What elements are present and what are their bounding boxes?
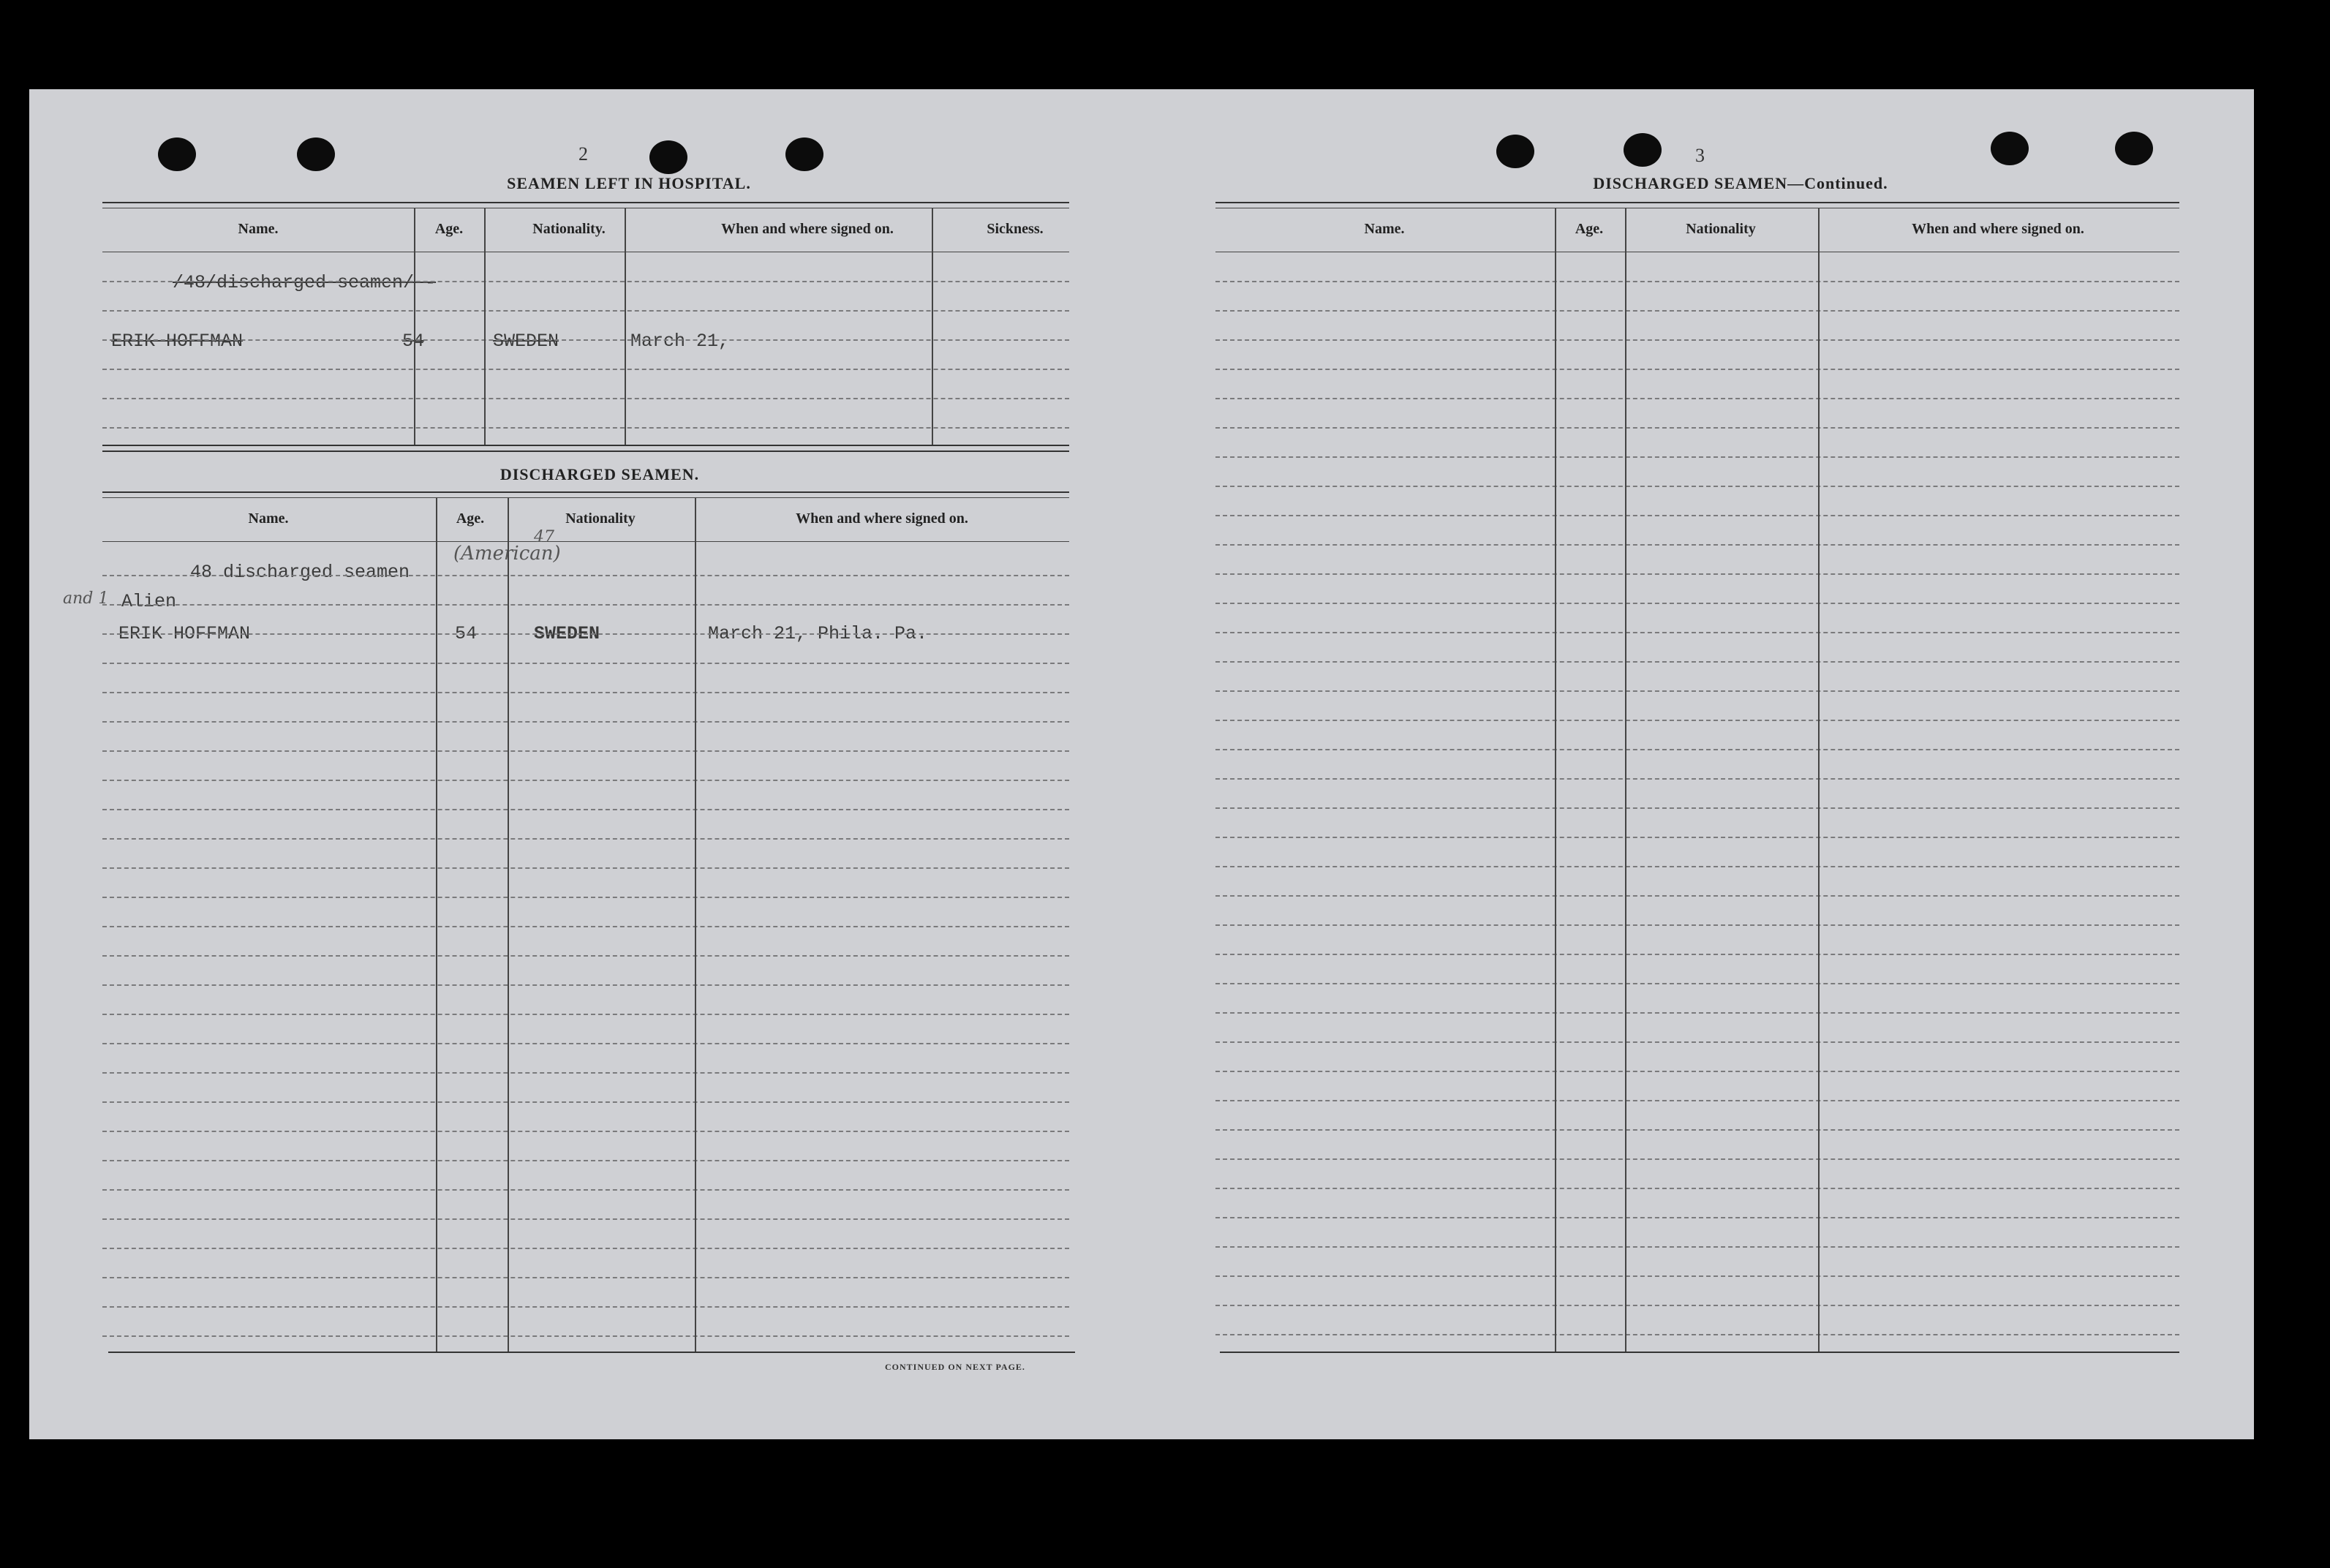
page-number: 3 [1695,145,1705,166]
header-underline [102,541,1069,542]
row-rule [1215,603,2179,604]
row-rule [102,369,1069,370]
row-rule [1215,1100,2179,1101]
row-rule [1215,1188,2179,1189]
row-rule [1215,1129,2179,1131]
table-rule [102,497,1069,498]
row-rule [1215,1158,2179,1160]
handwritten-nationality-note: (American) [453,543,561,565]
table-rule [102,491,1069,493]
row-rule [102,867,1069,869]
hospital-name-value: ERIK HOFFMAN [111,331,244,352]
row-rule [102,780,1069,781]
row-rule [102,838,1069,840]
hospital-section-title: SEAMEN LEFT IN HOSPITAL. [507,174,751,192]
column-header-name: Name. [238,221,279,237]
column-header-sickness: Sickness. [987,221,1044,237]
table-rule [102,202,1069,203]
row-rule [1215,661,2179,663]
struck-out-line: /48/discharged seamen/ - [173,272,437,293]
row-rule [102,310,1069,312]
table-rule [102,451,1069,452]
column-header-nationality: Nationality. [532,221,606,237]
page-number: 2 [578,143,588,165]
discharged-continued-title: DISCHARGED SEAMEN—Continued. [1593,174,1888,192]
row-rule [102,721,1069,723]
column-header-signed-on: When and where signed on. [721,221,894,237]
table-rule [102,445,1069,446]
column-rule [1818,208,1820,1352]
hospital-nationality-value: SWEDEN [493,331,559,352]
row-rule [1215,1012,2179,1014]
row-rule [1215,807,2179,809]
column-rule [1625,208,1626,1352]
row-rule [102,1160,1069,1161]
row-rule [1215,544,2179,546]
discharged-signed-on-value: March 21, Phila. Pa. [708,623,928,644]
punch-hole [2115,132,2153,165]
row-rule [102,750,1069,752]
row-rule [1215,778,2179,780]
row-rule [1215,954,2179,955]
punch-hole [158,137,196,171]
punch-hole [297,137,335,171]
column-rule [625,208,626,445]
column-header-age: Age. [456,510,485,527]
row-rule [1215,398,2179,399]
table-rule [1220,1352,2179,1353]
row-rule [1215,1275,2179,1277]
row-rule [1215,749,2179,750]
row-rule [102,955,1069,957]
row-rule [102,663,1069,664]
row-rule [1215,573,2179,575]
table-rule [108,1352,1075,1353]
discharged-name-value: ERIK HOFFMAN [118,623,251,644]
row-rule [1215,983,2179,984]
row-rule [102,692,1069,693]
row-rule [102,1014,1069,1015]
column-header-name: Name. [248,510,289,527]
row-rule [1215,1217,2179,1218]
column-rule [1555,208,1556,1352]
column-rule [414,208,415,445]
row-rule [102,1218,1069,1220]
row-rule [1215,690,2179,692]
row-rule [102,1248,1069,1249]
document-sheet [29,89,2254,1439]
column-header-nationality: Nationality [565,510,636,527]
row-rule [1215,837,2179,838]
row-rule [1215,427,2179,429]
discharged-nationality-value: SWEDEN [534,623,600,644]
column-rule [932,208,933,445]
punch-hole [785,137,823,171]
row-rule [102,926,1069,927]
row-rule [1215,281,2179,282]
row-rule [102,339,1069,341]
row-rule [1215,1041,2179,1043]
row-rule [1215,1305,2179,1306]
row-rule [102,427,1069,429]
row-rule [1215,515,2179,516]
row-rule [102,1072,1069,1074]
column-header-age: Age. [434,221,464,237]
row-rule [102,633,1069,635]
row-rule [102,1277,1069,1278]
row-rule [102,1189,1069,1191]
discharged-age-value: 54 [455,623,478,644]
row-rule [1215,369,2179,370]
column-rule [484,208,486,445]
punch-hole [1496,135,1534,168]
column-header-age: Age. [1575,221,1604,237]
row-rule [102,281,1069,282]
continued-footer: CONTINUED ON NEXT PAGE. [885,1362,1025,1372]
table-rule [1215,202,2179,203]
column-header-signed-on: When and where signed on. [1912,221,2084,237]
row-rule [102,1101,1069,1103]
row-rule [102,1335,1069,1337]
row-rule [102,984,1069,986]
row-rule [102,1131,1069,1132]
column-rule [436,497,437,1352]
alien-line: Alien [121,591,177,612]
column-rule [695,497,696,1352]
row-rule [1215,486,2179,487]
row-rule [1215,895,2179,897]
row-rule [102,897,1069,898]
column-header-nationality: Nationality [1686,221,1756,237]
row-rule [1215,1334,2179,1335]
row-rule [102,809,1069,810]
row-rule [102,1306,1069,1308]
row-rule [1215,866,2179,867]
column-header-signed-on: When and where signed on. [796,510,968,527]
hospital-signed-on-value: March 21, [630,331,730,352]
column-rule [508,497,509,1352]
row-rule [1215,924,2179,926]
punch-hole [649,140,687,174]
row-rule [1215,339,2179,341]
handwritten-alien-prefix: and 1 [63,589,109,608]
row-rule [1215,456,2179,458]
column-header-name: Name. [1364,221,1405,237]
row-rule [102,575,1069,576]
row-rule [1215,310,2179,312]
discharged-section-title: DISCHARGED SEAMEN. [499,465,700,483]
row-rule [102,1043,1069,1044]
punch-hole [1624,133,1662,167]
row-rule [1215,632,2179,633]
row-rule [102,604,1069,606]
handwritten-count: 47 [534,528,554,546]
row-rule [1215,1246,2179,1248]
hospital-age-value: 54 [402,331,425,352]
row-rule [1215,720,2179,721]
discharged-summary-line: 48 discharged seamen [190,562,410,583]
punch-hole [1991,132,2029,165]
row-rule [1215,1071,2179,1072]
row-rule [102,398,1069,399]
